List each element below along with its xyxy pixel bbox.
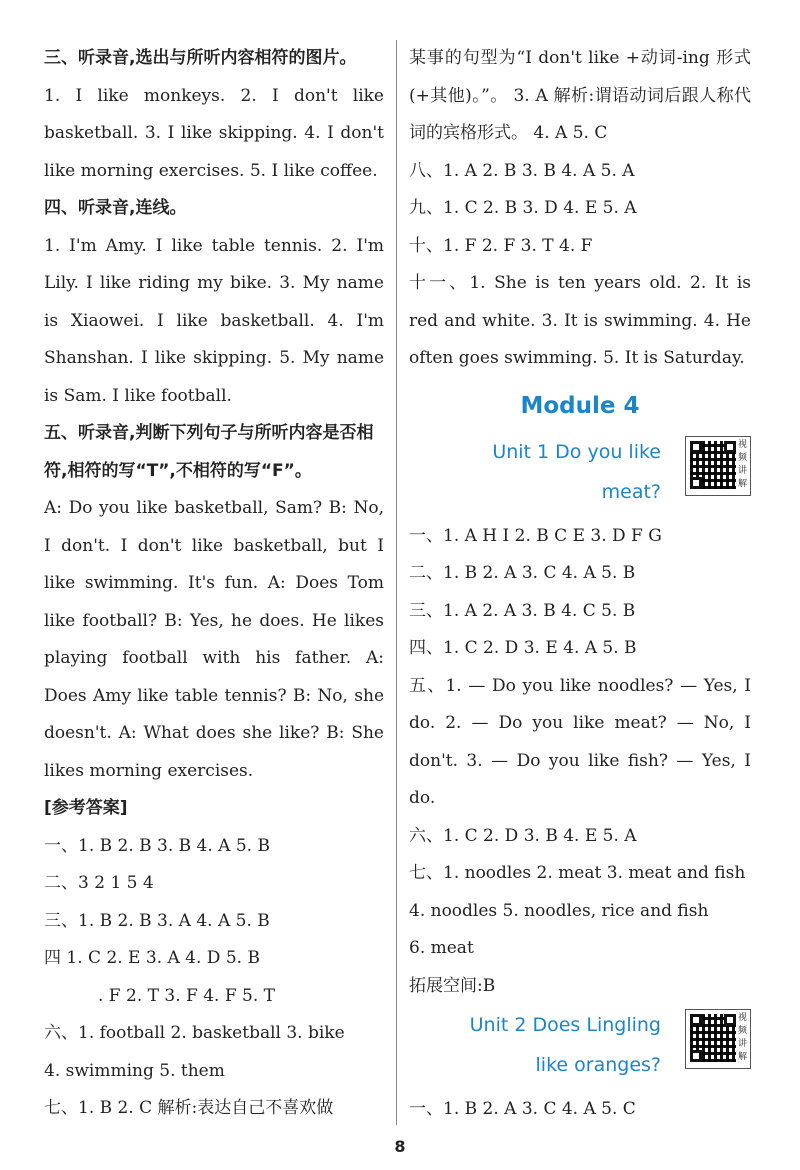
section-3-text: 1. I like monkeys. 2. I don't like basketball. 3. I like skipping. 4. I don't like morning exercises. 5. I like coffee.	[44, 85, 384, 181]
unit-1-title-line-1: Unit 1 Do you like	[492, 440, 661, 463]
answer-line: 四、1. C 2. D 3. E 4. A 5. B	[409, 638, 637, 658]
left-column	[44, 40, 384, 1128]
answer-line: 八、1. A 2. B 3. B 4. A 5. A	[409, 160, 635, 181]
section-5-text: A: Do you like basketball, Sam? B: No, I don't. I don't like basketball, but I like swimming. It's fun. A: Does Tom like football? B: Yes, he does. He likes playing football with his father. A: Does Amy like table tennis? B: No, she doesn't. A: What does she like? B: She likes morning exercises.	[44, 498, 384, 781]
answer-line: 4. noodles 5. noodles, rice and fish	[409, 900, 709, 921]
section-3-title: 三、听录音,选出与所听内容相符的图片。	[44, 48, 357, 68]
reference-answers-title: [参考答案]	[44, 798, 128, 818]
unit-2-title-line-2: like oranges?	[535, 1054, 661, 1076]
column-divider	[396, 40, 397, 1125]
unit-2-title-line-1: Unit 2 Does Lingling	[469, 1014, 661, 1036]
answer-line: 十、1. F 2. F 3. T 4. F	[409, 235, 593, 256]
answer-line: 三、1. A 2. A 3. B 4. C 5. B	[409, 600, 636, 621]
qr-code-icon[interactable]	[685, 436, 751, 496]
answer-line: 九、1. C 2. B 3. D 4. E 5. A	[409, 198, 637, 218]
section-4-title: 四、听录音,连线。	[44, 198, 187, 218]
answer-line: 七、1. noodles 2. meat 3. meat and fish	[409, 863, 746, 883]
page-number: 8	[394, 1137, 406, 1156]
section-4-text: 1. I'm Amy. I like table tennis. 2. I'm Lily. I like riding my bike. 3. My name is Xiaowei. I like basketball. 4. I'm Shanshan. I like skipping. 5. My name is Sam. I like football.	[44, 235, 384, 406]
qr-label: 视频讲解	[738, 439, 748, 489]
answer-line: 二、3 2 1 5 4	[44, 873, 154, 893]
qr-finder	[724, 1014, 736, 1026]
unit-1-header	[409, 432, 751, 512]
module-title: Module 4	[520, 392, 640, 419]
answer-line: 二、1. B 2. A 3. C 4. A 5. B	[409, 563, 636, 583]
answer-line: 四 1. C 2. E 3. A 4. D 5. B	[44, 948, 260, 968]
unit-1-title-line-2: meat?	[601, 480, 661, 503]
answer-line: 三、1. B 2. B 3. A 4. A 5. B	[44, 910, 270, 931]
qr-finder	[690, 441, 702, 453]
extension-answer: 拓展空间:B	[409, 975, 496, 996]
continued-explanation: 某事的句型为“I don't like +动词-ing 形式(+其他)。”。 3. A 解析:谓语动词后跟人称代词的宾格形式。 4. A 5. C	[409, 48, 751, 143]
qr-finder	[690, 1050, 702, 1062]
qr-finder	[724, 441, 736, 453]
answer-line: 一、1. A H I 2. B C E 3. D F G	[409, 525, 662, 546]
answer-line: 七、1. B 2. C 解析:表达自己不喜欢做	[44, 1098, 334, 1118]
qr-label: 视频讲解	[738, 1013, 748, 1062]
answer-line: 六、1. football 2. basketball 3. bike	[44, 1023, 345, 1043]
answer-line: 4. swimming 5. them	[44, 1060, 225, 1081]
answer-line: 一、1. B 2. A 3. C 4. A 5. C	[409, 1099, 636, 1119]
section-11-answers: 十一、1. She is ten years old. 2. It is red and white. 3. It is swimming. 4. He often goes swimming. 5. It is Saturday.	[409, 273, 751, 368]
qr-finder	[690, 1014, 702, 1026]
answer-line: 一、1. B 2. B 3. B 4. A 5. B	[44, 835, 270, 856]
section-5-title: 五、听录音,判断下列句子与所听内容是否相符,相符的写“T”,不相符的写“F”。	[44, 423, 374, 481]
right-column	[409, 40, 751, 1129]
qr-code-icon[interactable]	[685, 1009, 751, 1069]
qr-finder	[690, 477, 702, 489]
answer-line: 六、1. C 2. D 3. B 4. E 5. A	[409, 825, 637, 846]
answer-line: . F 2. T 3. F 4. F 5. T	[98, 985, 275, 1006]
unit-2-header	[409, 1005, 751, 1085]
section-5-answers: 五、1. — Do you like noodles? — Yes, I do. 2. — Do you like meat? — No, I don't. 3. — Do you like fish? — Yes, I do.	[409, 675, 751, 808]
answer-line: 6. meat	[409, 938, 474, 958]
